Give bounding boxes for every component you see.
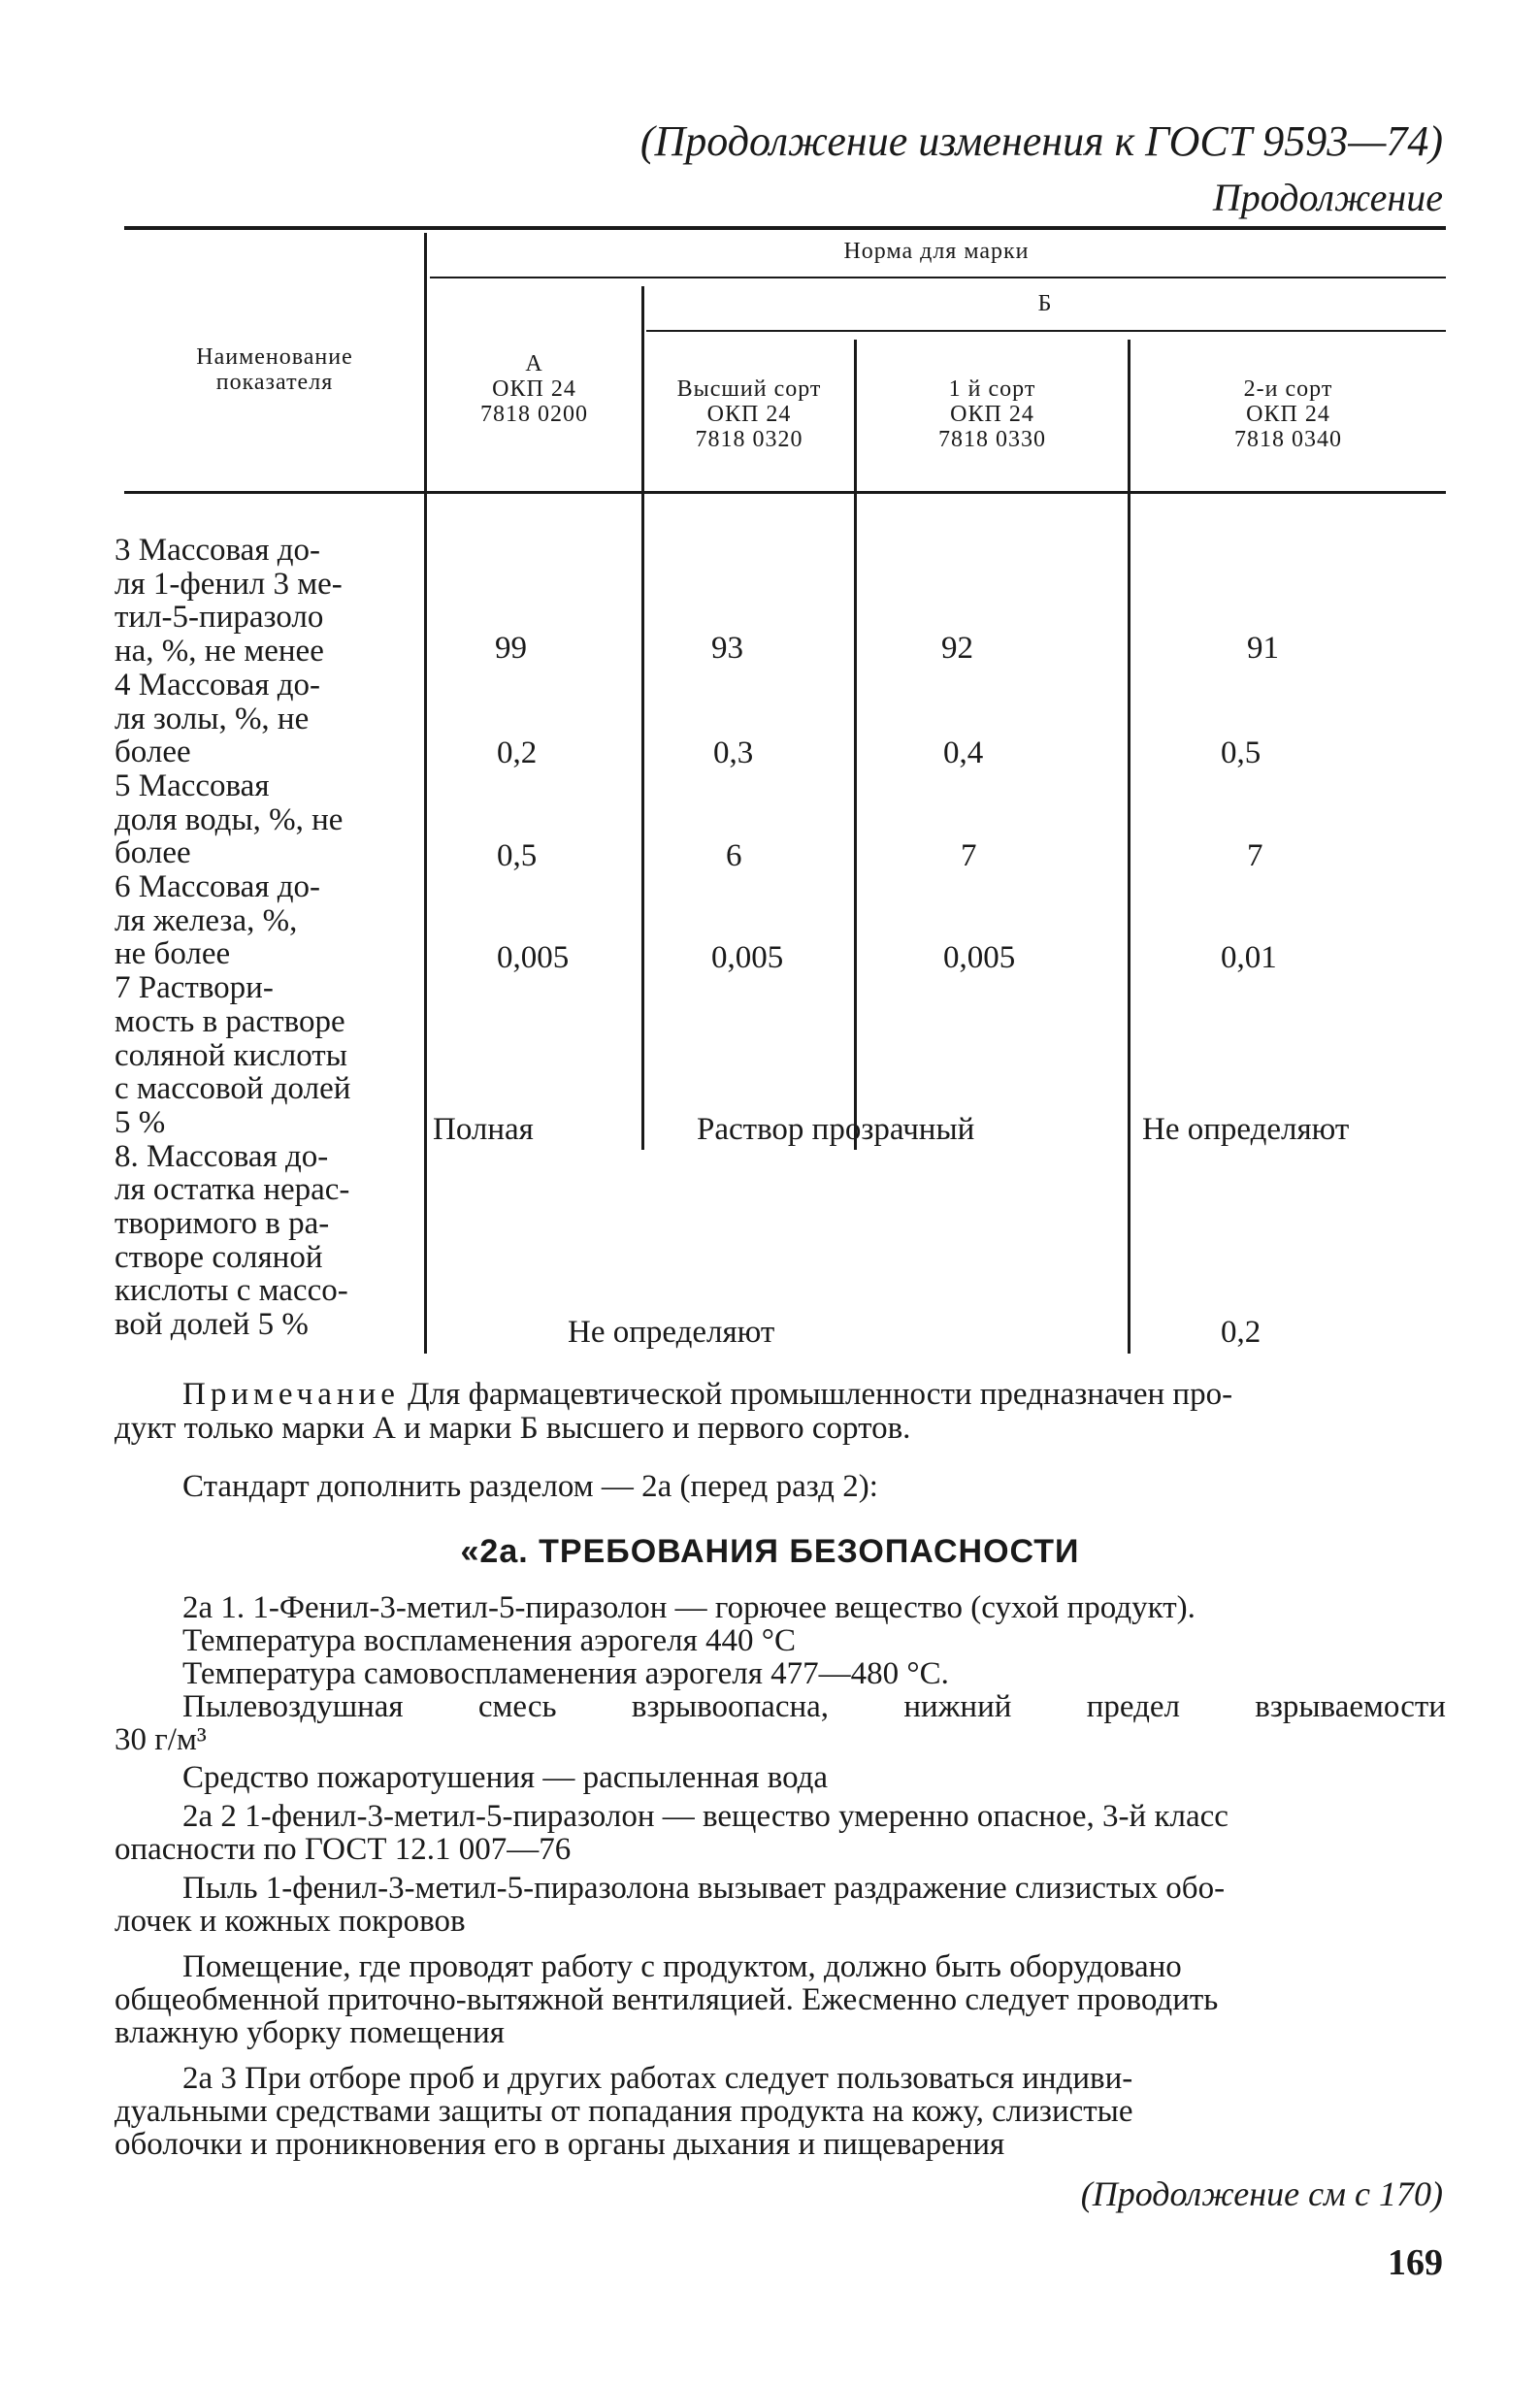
row4-grade-b-first: 0,4: [943, 735, 984, 770]
supplement-instruction: Стандарт дополнить разделом — 2а (перед разд 2):: [182, 1469, 878, 1504]
norm-header: Норма для марки: [843, 239, 1030, 264]
row3-grade-b-second: 91: [1247, 631, 1279, 666]
table-divider-4: [1128, 340, 1130, 1354]
row6-grade-b-top: 0,005: [711, 940, 784, 975]
indicator-names: [115, 534, 406, 1342]
grade-b-top-header: Высший сорт ОКП 24 7818 0320: [676, 376, 822, 452]
grade-a-header: А ОКП 24 7818 0200: [480, 351, 588, 427]
indicator-name-line: ля 1-фенил 3 ме-: [115, 566, 343, 602]
table-header-bottom-rule: [124, 491, 1446, 494]
indicator-name-line: ля железа, %,: [115, 902, 298, 938]
indicator-name-line: более: [115, 735, 191, 770]
paragraph-dust-cont: лочек и кожных покровов: [115, 1904, 466, 1939]
indicator-name-line: не более: [115, 936, 231, 972]
indicator-name-line: с массовой долей: [115, 1071, 351, 1107]
indicator-name-line: 3 Массовая до-: [115, 533, 321, 568]
row3-grade-b-first: 92: [941, 631, 973, 666]
row5-grade-a: 0,5: [497, 838, 538, 873]
row7-grade-b-second: Не определяют: [1142, 1112, 1350, 1147]
note: Примечание Для фармацевтической промышленности предназначен про-: [182, 1377, 1233, 1412]
indicator-name-line: мость в растворе: [115, 1003, 345, 1039]
indicator-name-line: 4 Массовая до-: [115, 667, 321, 702]
indicator-name-line: тил-5-пиразоло: [115, 600, 324, 636]
paragraph-2a1-units: 30 г/м³: [115, 1722, 207, 1757]
row6-grade-b-second: 0,01: [1221, 940, 1277, 975]
indicator-name-line: створе соляной: [115, 1239, 323, 1275]
paragraph-2a1-extinguish: Средство пожаротушения — распыленная вода: [182, 1760, 829, 1795]
row8-grade-a-b-top-first: Не определяют: [568, 1315, 775, 1350]
continuation-label: Продолжение: [1212, 176, 1443, 219]
row6-grade-a: 0,005: [497, 940, 570, 975]
row4-grade-b-top: 0,3: [713, 735, 754, 770]
indicator-name-line: доля воды, %, не: [115, 801, 344, 837]
row4-grade-b-second: 0,5: [1221, 735, 1261, 770]
continuation-footer: (Продолжение см с 170): [1080, 2174, 1443, 2213]
indicator-name-line: 5 %: [115, 1104, 166, 1140]
paragraph-2a1-dust-line: Пылевоздушная смесь взрывоопасна, нижний предел взрываемости: [182, 1689, 1446, 1724]
indicator-name-header: Наименование показателя: [196, 344, 353, 395]
row5-grade-b-first: 7: [961, 838, 977, 873]
table-divider-3: [854, 340, 857, 1150]
row5-grade-b-top: 6: [726, 838, 742, 873]
indicator-name-line: ля остатка нерас-: [115, 1172, 350, 1208]
paragraph-2a3: 2а 3 При отборе проб и других работах следует пользоваться индиви-: [182, 2061, 1133, 2096]
paragraph-2a1: 2а 1. 1-Фенил-3-метил-5-пиразолон — горючее вещество (сухой продукт). Температура воспламенения аэрогеля 440 °С Температура самовоспламенения аэрогеля 477—480 °С.: [182, 1590, 1196, 1691]
indicator-name-line: ля золы, %, не: [115, 701, 310, 736]
indicator-name-line: 6 Массовая до-: [115, 869, 321, 905]
page-number: 169: [1388, 2242, 1443, 2283]
indicator-name-line: 5 Массовая: [115, 768, 270, 803]
paragraph-2a2-cont: опасности по ГОСТ 12.1 007—76: [115, 1832, 572, 1867]
note-continuation: дукт только марки А и марки Б высшего и первого сортов.: [115, 1411, 911, 1446]
section-title: «2а. ТРЕБОВАНИЯ БЕЗОПАСНОСТИ: [460, 1533, 1080, 1570]
running-header: (Продолжение изменения к ГОСТ 9593—74): [639, 117, 1443, 165]
grade-b-header: Б: [1037, 291, 1053, 316]
paragraph-ventilation: Помещение, где проводят работу с продуктом, должно быть оборудовано: [182, 1949, 1182, 1984]
row8-grade-b-second: 0,2: [1221, 1315, 1261, 1350]
grade-b-header-rule: [646, 330, 1446, 332]
norm-header-rule: [430, 277, 1446, 278]
table-top-rule: [124, 226, 1446, 230]
indicator-name-line: соляной кислоты: [115, 1037, 347, 1073]
grade-b-second-header: 2-и сорт ОКП 24 7818 0340: [1234, 376, 1342, 452]
indicator-name-line: 8. Массовая до-: [115, 1138, 329, 1174]
row5-grade-b-second: 7: [1247, 838, 1263, 873]
row4-grade-a: 0,2: [497, 735, 538, 770]
row6-grade-b-first: 0,005: [943, 940, 1016, 975]
paragraph-2a3-cont: дуальными средствами защиты от попадания продукта на кожу, слизистые оболочки и проникновения его в органы дыхания и пищеварения: [115, 2094, 1133, 2162]
indicator-name-line: 7 Раствори-: [115, 970, 274, 1006]
row3-grade-a: 99: [495, 631, 527, 666]
row7-grade-a: Полная: [433, 1112, 534, 1147]
indicator-name-line: творимого в ра-: [115, 1206, 330, 1242]
note-label: Примечание: [182, 1377, 400, 1412]
indicator-name-line: кислоты с массо-: [115, 1273, 348, 1309]
grade-b-first-header: 1 й сорт ОКП 24 7818 0330: [938, 376, 1046, 452]
row3-grade-b-top: 93: [711, 631, 743, 666]
indicator-name-line: на, %, не менее: [115, 634, 324, 670]
indicator-name-line: более: [115, 835, 191, 871]
paragraph-dust: Пыль 1-фенил-3-метил-5-пиразолона вызывает раздражение слизистых обо-: [182, 1871, 1226, 1906]
row7-grade-b-top-first: Раствор прозрачный: [697, 1112, 975, 1147]
paragraph-2a2: 2а 2 1-фенил-3-метил-5-пиразолон — вещество умеренно опасное, 3-й класс: [182, 1799, 1229, 1834]
paragraph-ventilation-cont: общеобменной приточно-вытяжной вентиляцией. Ежесменно следует проводить влажную уборку помещения: [115, 1982, 1219, 2050]
indicator-name-line: вой долей 5 %: [115, 1307, 309, 1343]
